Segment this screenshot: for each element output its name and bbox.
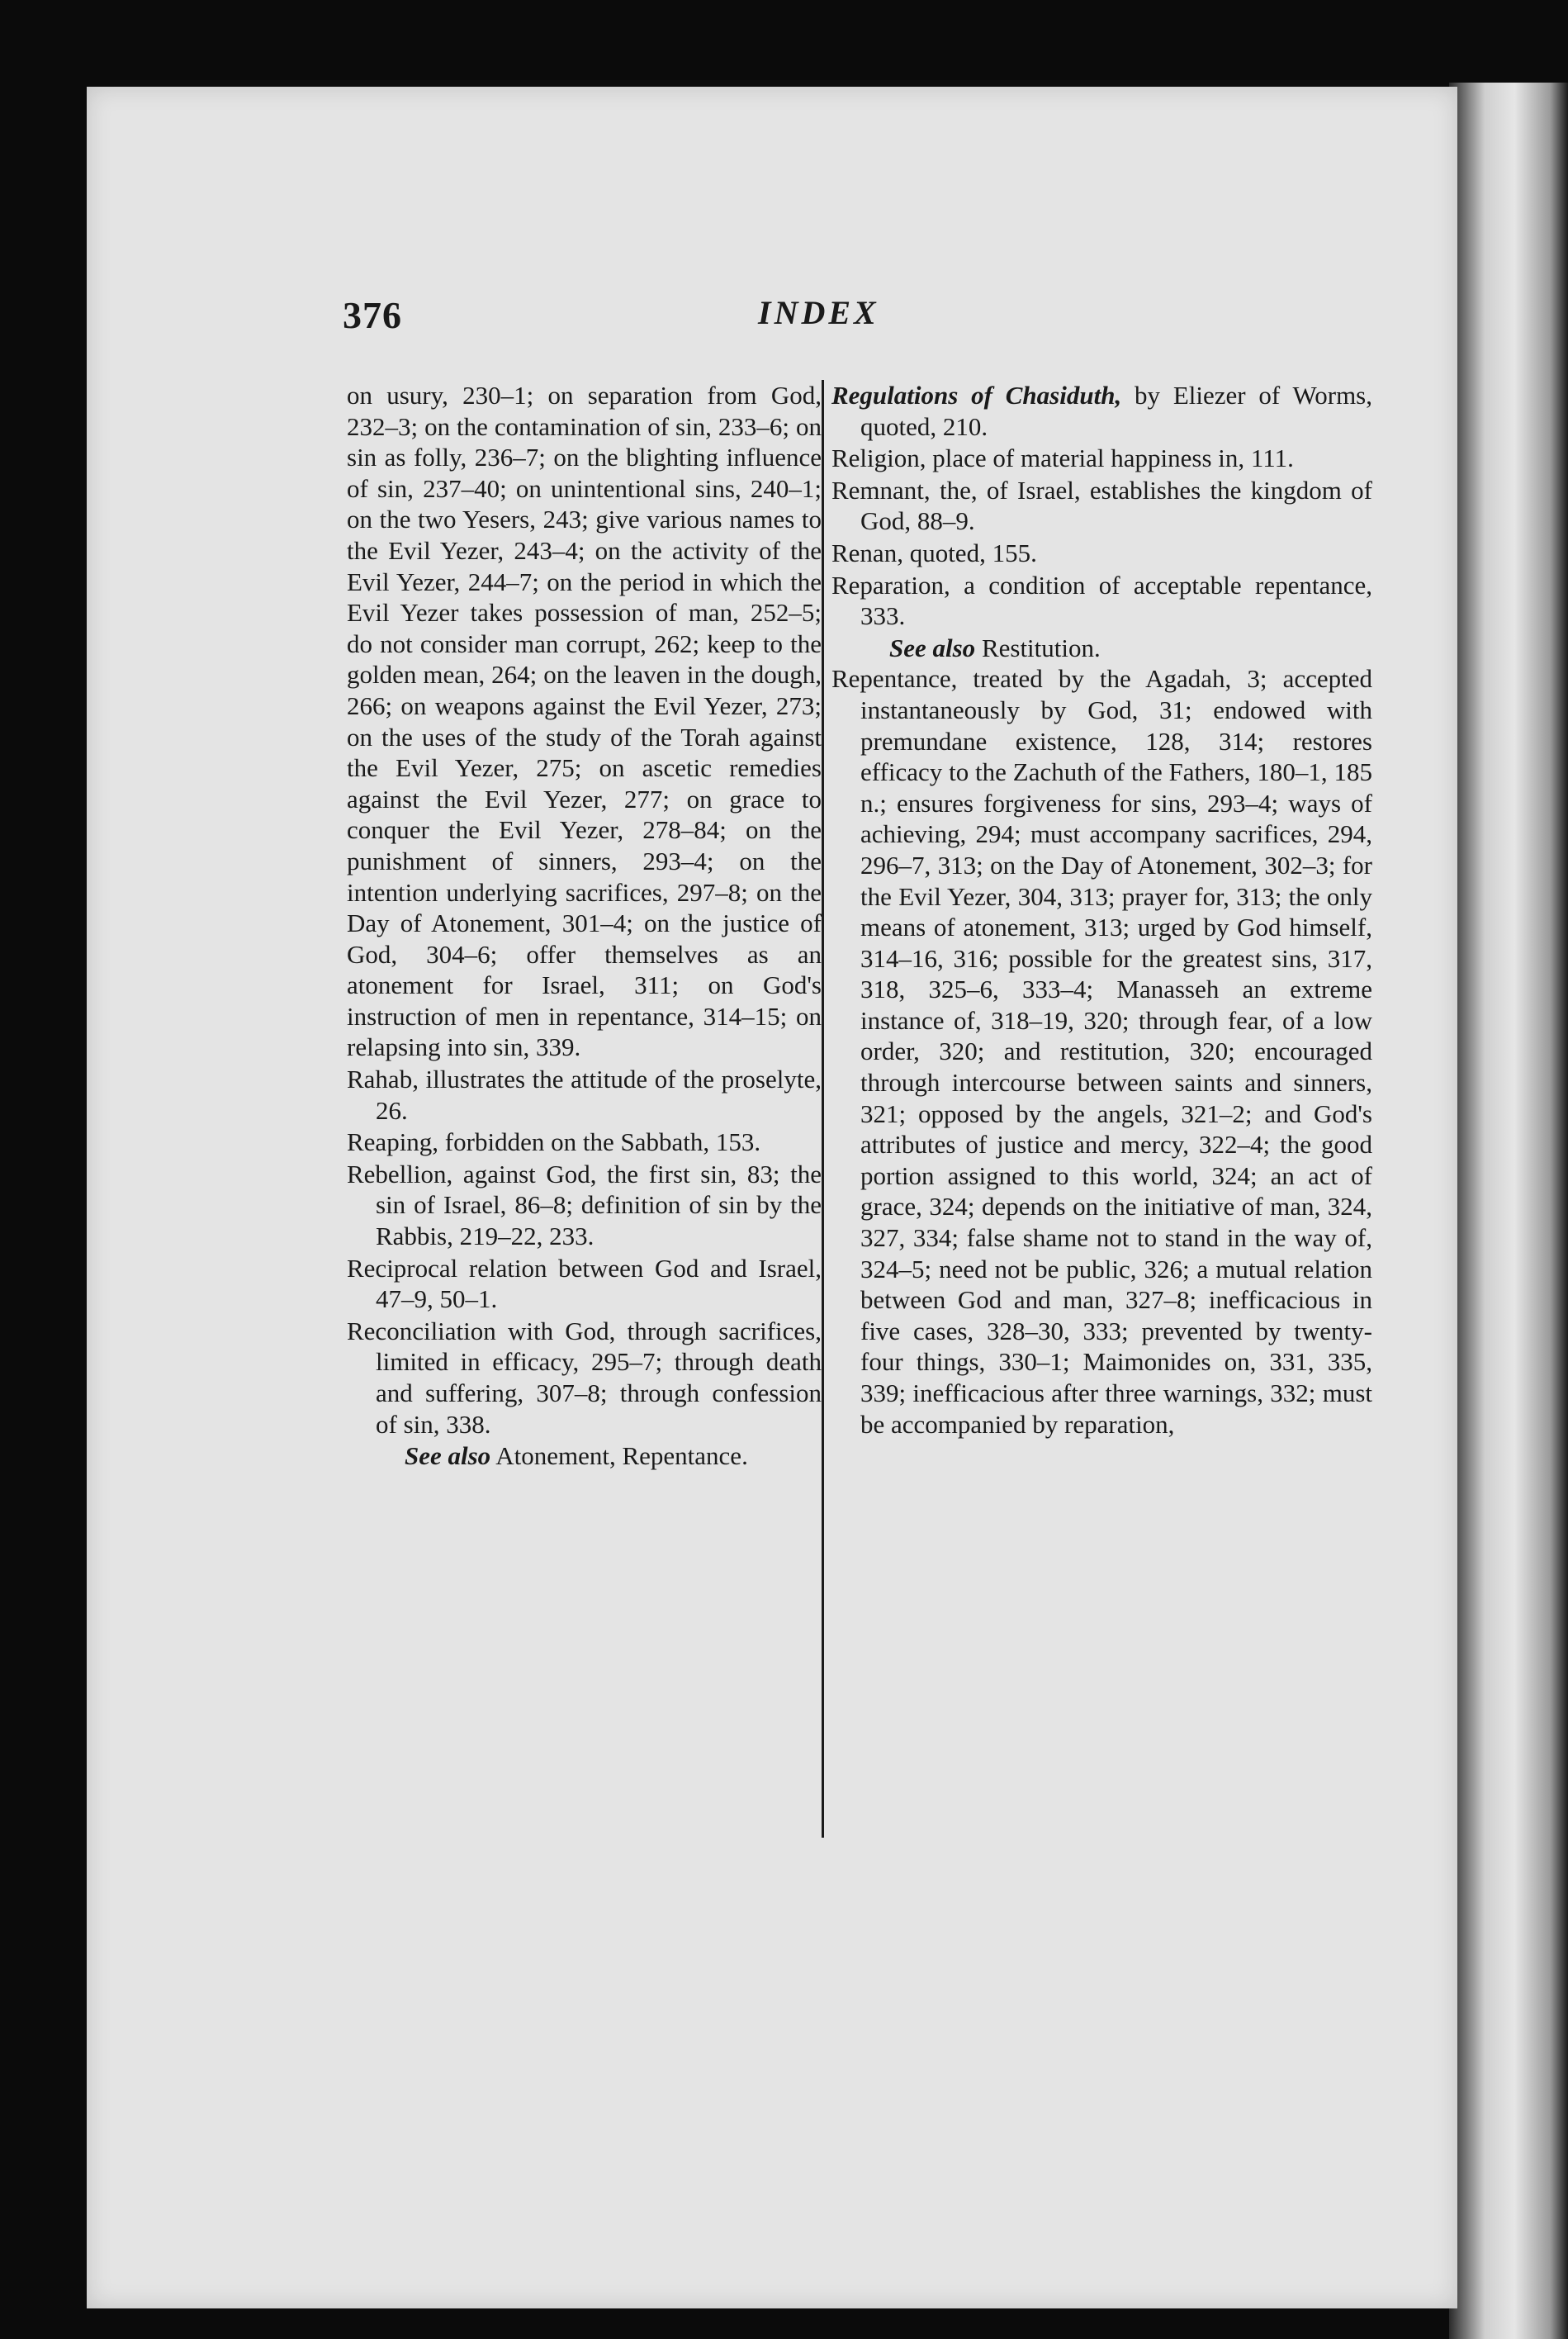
see-also-label: See also xyxy=(889,633,976,662)
see-also-target: Restitution. xyxy=(981,633,1101,662)
page-heading: INDEX xyxy=(758,294,879,331)
column-divider xyxy=(822,380,824,1838)
index-column-right xyxy=(831,380,1372,1440)
book-page xyxy=(87,87,1457,2308)
index-entry-reparation: Reparation, a condition of acceptable repentance, 333. xyxy=(831,570,1372,631)
entry-title: Regulations of Chasiduth, xyxy=(831,381,1122,410)
see-also-label: See also xyxy=(405,1441,491,1471)
index-entry-religion: Religion, place of material happiness in, 111. xyxy=(831,444,1294,473)
page-number: 376 xyxy=(343,294,402,336)
index-entry-reaping: Reaping, forbidden on the Sabbath, 153. xyxy=(347,1127,761,1157)
index-entry-repentance: Repentance, treated by the Agadah, 3; accepted instantaneously by God, 31; endowed with premundane existence, 128, 314; restores efficacy to the Zachuth of the Fathers, 180–1, 185 n.; ensures forgiveness for sins, 293–4; ways of achieving, 294; must accompany sacrifices, 294, 296–7, 313; on the Day of Atonement, 302–3; for the Evil Yezer, 304, 313; prayer for, 313; the only means of atonement, 313; urged by God himself, 314–16, 316; possible for the greatest sins, 317, 318, 325–6, 333–4; Manasseh an extreme instance of, 318–19, 320; through fear, of a low order, 320; and restitution, 320; encouraged through intercourse between saints and sinners, 321; opposed by the angels, 321–2; and God's attributes of justice and mercy, 322–4; the good portion assigned to this world, 324; an act of grace, 324; depends on the initiative of man, 324, 327, 334; false shame not to stand in the way of, 324–5; need not be public, 326; a mutual relation between God and man, 327–8; inefficacious in five cases, 328–30, 333; prevented by twenty-four things, 330–1; Maimonides on, 331, 335, 339; inefficacious after three warnings, 332; must be accompanied by reparation, xyxy=(831,664,1372,1439)
index-entry-regulations xyxy=(831,380,1372,442)
adjacent-page-edge xyxy=(1449,83,1568,2339)
index-entry-rahab: Rahab, illustrates the attitude of the proselyte, 26. xyxy=(347,1065,822,1125)
see-also-target: Atonement, Repentance. xyxy=(495,1441,748,1471)
index-column-left xyxy=(347,380,822,1472)
see-also-reference xyxy=(347,1440,822,1472)
index-entry-reciprocal-relation: Reciprocal relation between God and Israel, 47–9, 50–1. xyxy=(347,1253,822,1314)
index-entry-renan: Renan, quoted, 155. xyxy=(831,538,1037,567)
index-entry-continuation: on usury, 230–1; on separation from God, 232–3; on the contamination of sin, 233–6; on sin as folly, 236–7; on the blighting influence of sin, 237–40; on unintentional sins, 240–1; on the two Yesers, 243; give various names to the Evil Yezer, 243–4; on the activity of the Evil Yezer, 244–7; on the period in which the Evil Yezer takes possession of man, 252–5; do not consider man corrupt, 262; keep to the golden mean, 264; on the leaven in the dough, 266; on weapons against the Evil Yezer, 273; on the uses of the study of the Torah against the Evil Yezer, 275; on ascetic remedies against the Evil Yezer, 277; on grace to conquer the Evil Yezer, 278–84; on the punishment of sinners, 293–4; on the intention underlying sacrifices, 297–8; on the Day of Atonement, 301–4; on the justice of God, 304–6; offer themselves as an atonement for Israel, 311; on God's instruction of men in repentance, 314–15; on relapsing into sin, 339. xyxy=(347,381,822,1062)
entry-detail: by Eliezer of Worms, quoted, 210. xyxy=(860,381,1372,441)
index-entry-remnant: Remnant, the, of Israel, establishes the kingdom of God, 88–9. xyxy=(831,475,1372,536)
index-entry-reconciliation: Reconciliation with God, through sacrifices, limited in efficacy, 295–7; through death and suffering, 307–8; through confession of sin, 338. xyxy=(347,1316,822,1439)
see-also-reference xyxy=(831,633,1372,664)
index-entry-rebellion: Rebellion, against God, the first sin, 83; the sin of Israel, 86–8; definition of sin by the Rabbis, 219–22, 233. xyxy=(347,1159,822,1251)
running-head xyxy=(87,87,1457,359)
